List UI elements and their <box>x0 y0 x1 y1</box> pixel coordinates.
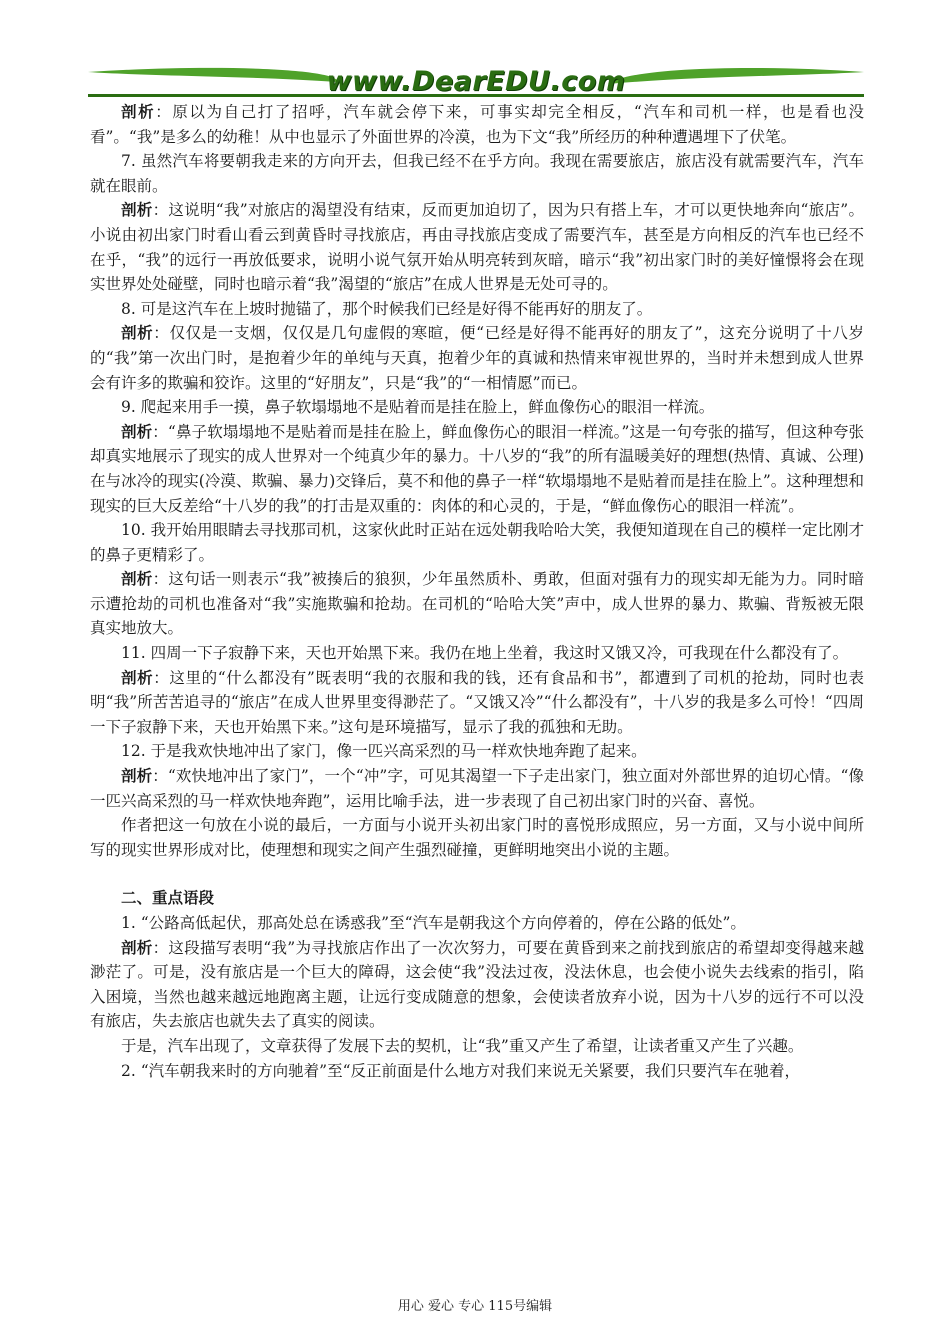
quote-paragraph <box>90 395 864 420</box>
analysis-label: 剖析 <box>121 667 154 687</box>
paragraph-text: 12. 于是我欢快地冲出了家门，像一匹兴高采烈的马一样欢快地奔跑了起来。 <box>121 742 647 761</box>
label-separator: ： <box>152 938 169 957</box>
analysis-paragraph <box>90 420 864 518</box>
paragraph-text: 9. 爬起来用手一摸，鼻子软塌塌地不是贴着而是挂在脸上，鲜血像伤心的眼泪一样流。 <box>121 398 715 417</box>
paragraph-text: 11. 四周一下子寂静下来，天也开始黑下来。我仍在地上坐着，我这时又饿又冷，可我现在什么都没有了。 <box>121 644 849 663</box>
paragraph-text: 1. “公路高低起伏，那高处总在诱惑我”至“汽车是朝我这个方向停着的，停在公路的低处”。 <box>121 914 746 932</box>
analysis-label: 剖析 <box>121 766 153 786</box>
paragraph-text: 原以为自己打了招呼，汽车就会停下来，可事实却完全相反，“汽车和司机一样，也是看也没看”。“我”是多么的幼稚！从中也显示了外面世界的冷漠，也为下文“我”所经历的种种遭遇埋下了伏笔。 <box>90 103 864 146</box>
quote-paragraph <box>90 911 864 936</box>
label-separator: ： <box>153 324 170 343</box>
analysis-paragraph <box>90 666 864 740</box>
quote-paragraph <box>90 813 864 862</box>
section-heading: 二、重点语段 <box>121 888 215 908</box>
paragraph-text: 于是，汽车出现了，文章获得了发展下去的契机，让“我”重又产生了希望，让读者重又产生了兴趣。 <box>121 1036 804 1055</box>
analysis-label: 剖析 <box>121 102 156 121</box>
quote-paragraph <box>90 518 864 567</box>
analysis-paragraph <box>90 321 864 395</box>
quote-paragraph <box>90 149 864 198</box>
paragraph-text: 这说明“我”对旅店的渴望没有结束，反而更加迫切了，因为只有搭上车，才可以更快地奔向“旅店”。小说由初出家门时看山看云到黄昏时寻找旅店，再由寻找旅店变成了需要汽车，甚至是方向相反的汽车也已经不在乎，“我”的远行一再放低要求，说明小说气氛开始从明亮转到灰暗，暗示“我”初出家门时的美好憧憬将会在现实世界处处碰壁，同时也暗示着“我”渴望的“旅店”在成人世界是无处可寻的。 <box>90 201 864 294</box>
analysis-paragraph <box>90 936 864 1034</box>
paragraph-text: “鼻子软塌塌地不是贴着而是挂在脸上，鲜血像伤心的眼泪一样流。”这是一句夸张的描写，但这种夸张却真实地展示了现实的成人世界对一个纯真少年的暴力。十八岁的“我”的所有温暖美好的理想(热情、真诚、公理)在与冰冷的现实(冷漠、欺骗、暴力)交锋后，莫不和他的鼻子一样“软塌塌地不是贴着而是挂在脸上”。这种理想和现实的巨大反差给“十八岁的我”的打击是双重的：肉体的和心灵的，于是，“鲜血像伤心的眼泪一样流”。 <box>90 422 864 515</box>
label-separator: ： <box>153 668 170 687</box>
label-separator: ： <box>155 103 173 121</box>
analysis-paragraph <box>90 100 864 149</box>
analysis-paragraph <box>90 764 864 813</box>
paragraph-text: 8. 可是这汽车在上坡时抛锚了，那个时候我们已经是好得不能再好的朋友了。 <box>121 299 653 318</box>
paragraph-text: 这段描写表明“我”为寻找旅店作出了一次次努力，可要在黄昏到来之前找到旅店的希望却变得越来越渺茫了。可是，没有旅店是一个巨大的障碍，这会使“我”没法过夜，没法休息，也会使小说失去线索的指引，陷入困境，当然也越来越远地跑离主题，让远行变成随意的想象，会使读者放弃小说，因为十八岁的远行不可以没有旅店，失去旅店也就失去了真实的阅读。 <box>90 938 864 1031</box>
site-header <box>88 58 864 102</box>
paragraph-text: 作者把这一句放在小说的最后，一方面与小说开头初出家门时的喜悦形成照应，另一方面，又与小说中间所写的现实世界形成对比，使理想和现实之间产生强烈碰撞，更鲜明地突出小说的主题。 <box>90 816 864 859</box>
label-separator: ： <box>152 767 168 786</box>
analysis-paragraph <box>90 567 864 641</box>
analysis-label: 剖析 <box>121 323 154 343</box>
analysis-section <box>90 100 864 862</box>
quote-paragraph <box>90 739 864 764</box>
site-logo-text: www.DearEDU.com <box>326 66 626 97</box>
paragraph-text: “欢快地冲出了家门”，一个“冲”字，可见其渴望一下子走出家门，独立面对外部世界的迫切心情。“像一匹兴高采烈的马一样欢快地奔跑”，运用比喻手法，进一步表现了自己初出家门时的兴奋、喜悦。 <box>90 767 864 810</box>
paragraph-text: 仅仅是一支烟，仅仅是几句虚假的寒暄，便“已经是好得不能再好的朋友了”，这充分说明了十八岁的“我”第一次出门时，是抱着少年的单纯与天真，抱着少年的真诚和热情来审视世界的，当时并未想到成人世界会有许多的欺骗和狡诈。这里的“好朋友”，只是“我”的“一相情愿”而已。 <box>90 324 864 392</box>
label-separator: ： <box>152 570 169 589</box>
label-separator: ： <box>152 422 168 441</box>
paragraph-text: 7. 虽然汽车将要朝我走来的方向开去，但我已经不在乎方向。我现在需要旅店，旅店没有就需要汽车，汽车就在眼前。 <box>90 152 864 195</box>
paragraph-text: 这句话一则表示“我”被揍后的狼狈，少年虽然质朴、勇敢，但面对强有力的现实却无能为力。同时暗示遭抢劫的司机也准备对“我”实施欺骗和抢劫。在司机的“哈哈大笑”声中，成人世界的暴力、欺骗、背叛被无限真实地放大。 <box>90 570 864 638</box>
analysis-label: 剖析 <box>121 569 153 589</box>
paragraph-text: 这里的“什么都没有”既表明“我的衣服和我的钱，还有食品和书”，都遭到了司机的抢劫，同时也表明“我”所苦苦追寻的“旅店”在成人世界里变得渺茫了。“又饿又冷”“什么都没有”，十八岁的我是多么可怜！“四周一下子寂静下来，天也开始黑下来。”这句是环境描写，显示了我的孤独和无助。 <box>90 668 864 736</box>
key-passages-section <box>90 911 864 1083</box>
analysis-label: 剖析 <box>121 937 153 957</box>
quote-paragraph <box>90 1034 864 1059</box>
analysis-label: 剖析 <box>121 421 153 441</box>
paragraph-text: 10. 我开始用眼睛去寻找那司机，这家伙此时正站在远处朝我哈哈大笑，我便知道现在自己的模样一定比刚才的鼻子更精彩了。 <box>90 521 864 564</box>
quote-paragraph <box>90 1059 864 1084</box>
quote-paragraph <box>90 641 864 666</box>
document-body <box>90 100 864 1083</box>
page-footer: 用心 爱心 专心 115号编辑 <box>397 1299 553 1314</box>
analysis-label: 剖析 <box>121 200 153 220</box>
quote-paragraph <box>90 297 864 322</box>
paragraph-text: 2. “汽车朝我来时的方向驰着”至“反正前面是什么地方对我们来说无关紧要，我们只要汽车在驰着， <box>121 1061 800 1080</box>
label-separator: ： <box>152 201 169 220</box>
analysis-paragraph <box>90 198 864 296</box>
